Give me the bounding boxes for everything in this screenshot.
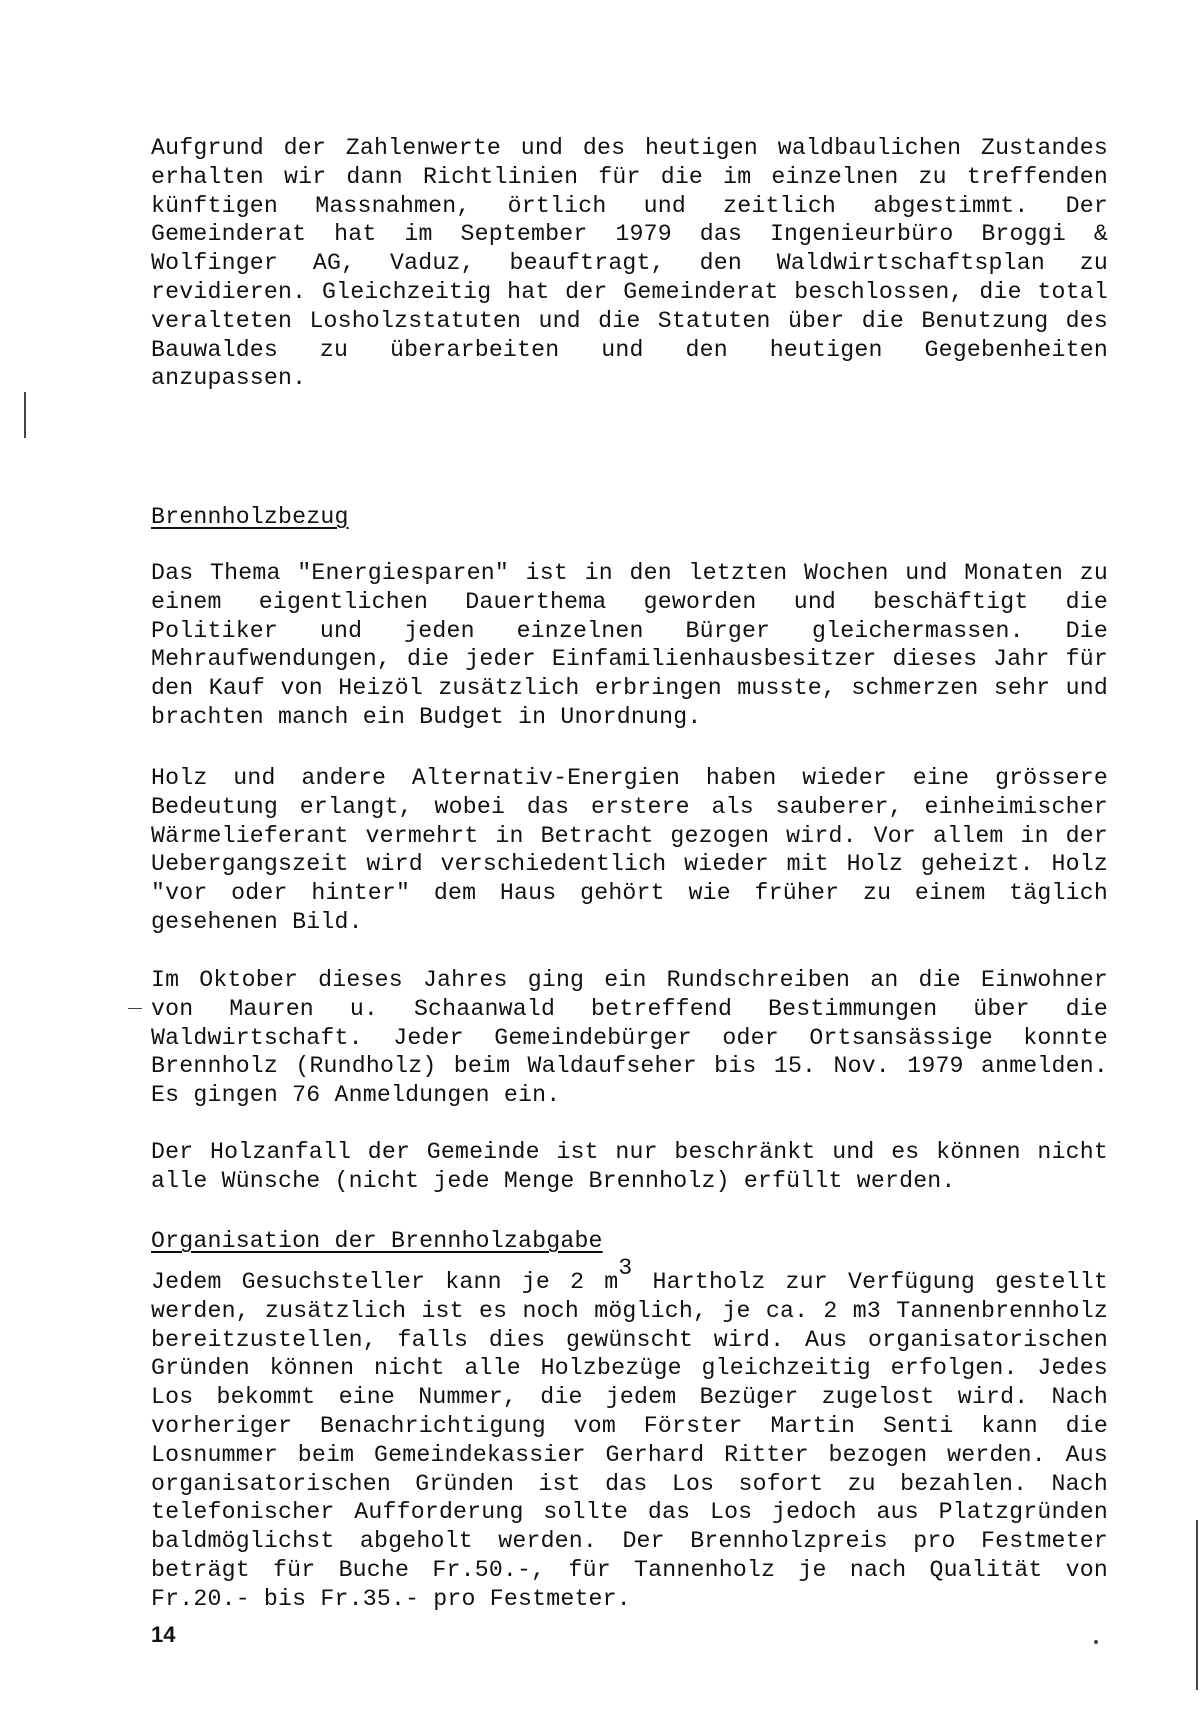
cubic-superscript: 3 xyxy=(618,1255,633,1281)
paragraph-holzanfall: Der Holzanfall der Gemeinde ist nur beschränkt und es können nicht alle Wünsche (nicht jede Menge Brennholz) erfüllt werden. xyxy=(151,1139,1108,1194)
heading-organisation: Organisation der Brennholzabgabe xyxy=(151,1228,603,1254)
scan-mark xyxy=(1196,1520,1198,1690)
paragraph-forest-plan: Aufgrund der Zahlenwerte und des heutigen waldbaulichen Zustandes erhalten wir dann Richtlinien für die im einzelnen zu treffenden künftigen Massnahmen, örtlich und zeitlich abgestimmt. Der Gemeinderat hat im September 1979 das Ingenieurbüro Broggi & Wolfinger AG, Vaduz, beauftragt, den Waldwirtschaftsplan zu revidieren. Gleichzeitig hat der Gemeinderat beschlossen, die total veralteten Losholzstatuten und die Statuten über die Benutzung des Bauwaldes zu überarbeiten und den heutigen Gegebenheiten anzupassen. xyxy=(151,135,1108,392)
paragraph-organisation-start: Jedem Gesuchsteller kann je 2 m xyxy=(151,1269,619,1295)
scan-mark xyxy=(128,1008,142,1009)
paragraph-alternativ-energien: Holz und andere Alternativ-Energien haben wieder eine grössere Bedeutung erlangt, wobei das erstere als sauberer, einheimischer Wärmelieferant vermehrt in Betracht gezogen wird. Vor allem in der Uebergangszeit wird verschiedentlich wieder mit Holz geheizt. Holz "vor oder hinter" dem Haus gehört wie früher zu einem täglich gesehenen Bild. xyxy=(151,765,1108,935)
scan-dot xyxy=(1094,1640,1098,1644)
paragraph-rundschreiben: Im Oktober dieses Jahres ging ein Rundschreiben an die Einwohner von Mauren u. Schaanwald betreffend Bestimmungen über die Waldwirtschaft. Jeder Gemeindebürger oder Ortsansässige konnte Brennholz (Rundholz) beim Waldaufseher bis 15. Nov. 1979 anmelden. Es gingen 76 Anmeldungen ein. xyxy=(151,967,1108,1109)
paragraph-organisation-rest: Hartholz zur Verfügung gestellt werden, zusätzlich ist es noch möglich, je ca. 2 m3 Tannenbrennholz bereitzustellen, falls dies gewünscht wird. Aus organisatorischen Gründen können nicht alle Holzbezüge gleichzeitig erfolgen. Jedes Los bekommt eine Nummer, die jedem Bezüger zugelost wird. Nach vorheriger Benachrichtigung vom Förster Martin Senti kann die Losnummer beim Gemeindekassier Gerhard Ritter bezogen werden. Aus organisatorischen Gründen ist das Los sofort zu bezahlen. Nach telefonischer Aufforderung sollte das Los jedoch aus Platzgründen baldmöglichst abgeholt werden. Der Brennholzpreis pro Festmeter beträgt für Buche Fr.50.-, für Tannenholz je nach Qualität von Fr.20.- bis Fr.35.- pro Festmeter. xyxy=(151,1269,1108,1612)
paragraph-energiesparen: Das Thema "Energiesparen" ist in den letzten Wochen und Monaten zu einem eigentlichen Dauerthema geworden und beschäftigt die Politiker und jeden einzelnen Bürger gleichermassen. Die Mehraufwendungen, die jeder Einfamilienhausbesitzer dieses Jahr für den Kauf von Heizöl zusätzlich erbringen musste, schmerzen sehr und brachten manch ein Budget in Unordnung. xyxy=(151,560,1108,730)
heading-brennholzbezug: Brennholzbezug xyxy=(151,504,349,530)
page-number: 14 xyxy=(151,1622,176,1647)
scan-mark xyxy=(24,392,26,438)
paragraph-organisation xyxy=(151,1255,1108,1614)
